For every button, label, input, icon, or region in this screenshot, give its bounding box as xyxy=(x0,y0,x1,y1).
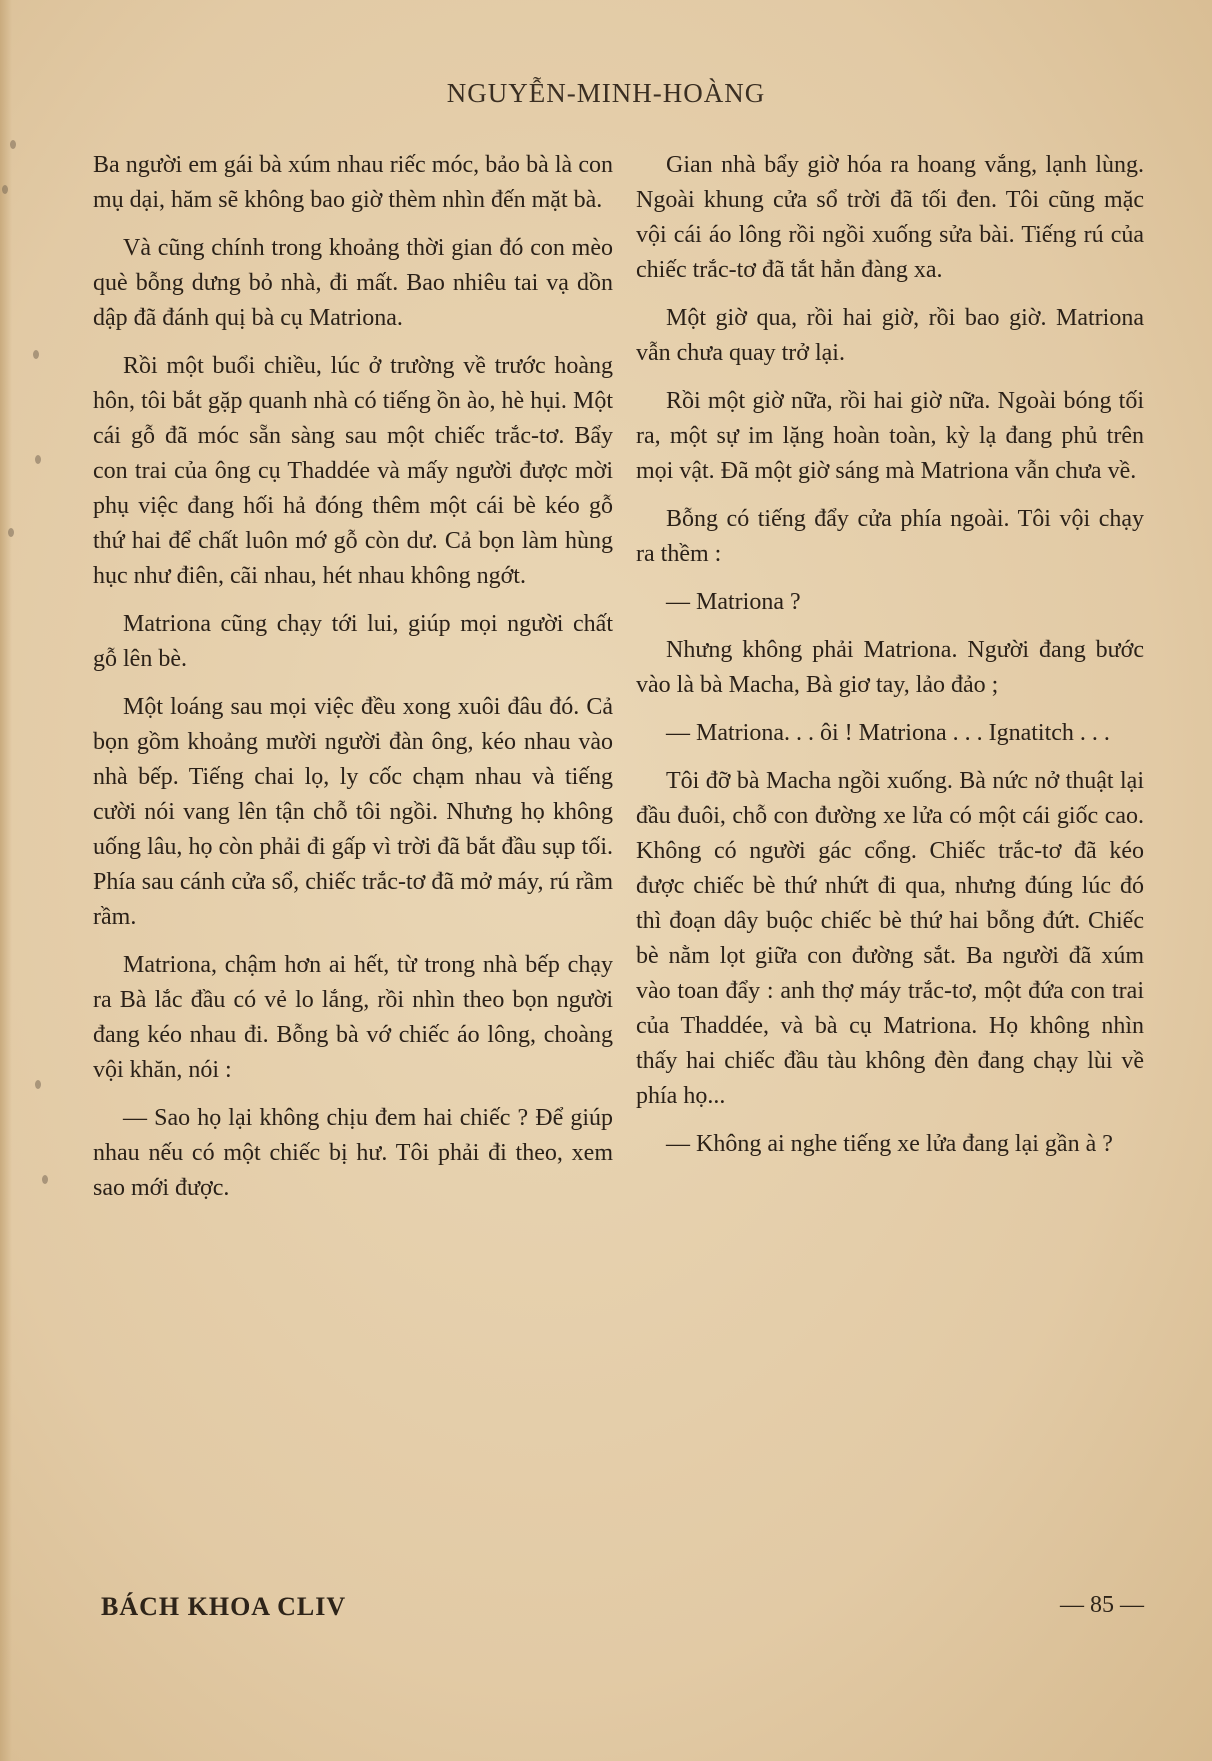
paper-speck xyxy=(8,528,14,537)
running-header: NGUYỄN-MINH-HOÀNG xyxy=(446,78,766,108)
right-column xyxy=(636,148,1144,1175)
paragraph: — Sao họ lại không chịu đem hai chiếc ? Để giúp nhau nếu có một chiếc bị hư. Tôi phải đi theo, xem sao mới được. xyxy=(93,1105,613,1201)
paper-speck xyxy=(33,350,39,359)
paragraph: Một loáng sau mọi việc đều xong xuôi đâu đó. Cả bọn gồm khoảng mười người đàn ông, kéo nhau vào nhà bếp. Tiếng chai lọ, ly cốc chạm nhau và tiếng cười nói vang lên tận chỗ tôi ngồi. Nhưng họ không uống lâu, họ còn phải đi gấp vì trời đã bắt đầu sụp tối. Phía sau cánh cửa sổ, chiếc trắc-tơ đã mở máy, rú rầm rầm. xyxy=(93,694,613,930)
paragraph: Matriona, chậm hơn ai hết, từ trong nhà bếp chạy ra Bà lắc đầu có vẻ lo lắng, rồi nhìn theo bọn người đang kéo nhau đi. Bỗng bà vớ chiếc áo lông, choàng vội khăn, nói : xyxy=(93,952,613,1083)
paragraph: Và cũng chính trong khoảng thời gian đó con mèo què bỗng dưng bỏ nhà, đi mất. Bao nhiêu tai vạ dồn dập đã đánh quị bà cụ Matriona. xyxy=(93,235,613,331)
paragraph: Ba người em gái bà xúm nhau riếc móc, bảo bà là con mụ dại, hăm sẽ không bao giờ thèm nhìn đến mặt bà. xyxy=(93,152,613,213)
paragraph: Matriona cũng chạy tới lui, giúp mọi người chất gỗ lên bè. xyxy=(93,611,613,672)
paragraph: Một giờ qua, rồi hai giờ, rồi bao giờ. Matriona vẫn chưa quay trở lại. xyxy=(636,305,1144,366)
paragraph: Rồi một buổi chiều, lúc ở trường về trước hoàng hôn, tôi bắt gặp quanh nhà có tiếng ồn ào, hè hụi. Một cái gỗ đã móc sẵn sàng sau một chiếc trắc-tơ. Bẩy con trai của ông cụ Thaddée và mấy người được mời phụ việc đang hối hả đóng thêm một cái bè kéo gỗ thứ hai để chất luôn mớ gỗ còn dư. Cả bọn làm hùng hục như điên, cãi nhau, hét nhau không ngớt. xyxy=(93,353,613,589)
left-column xyxy=(93,148,613,1219)
page-edge-shadow xyxy=(0,0,12,1761)
paper-speck xyxy=(10,140,16,149)
paragraph: — Không ai nghe tiếng xe lửa đang lại gần à ? xyxy=(666,1131,1113,1157)
paragraph: Rồi một giờ nữa, rồi hai giờ nữa. Ngoài bóng tối ra, một sự im lặng hoàn toàn, kỳ lạ đang phủ trên mọi vật. Đã một giờ sáng mà Matriona vẫn chưa về. xyxy=(636,388,1144,484)
paragraph: Tôi đỡ bà Macha ngồi xuống. Bà nức nở thuật lại đầu đuôi, chỗ con đường xe lửa có một cái giốc cao. Không có người gác cổng. Chiếc trắc-tơ đã kéo được chiếc bè thứ nhứt đi qua, nhưng đúng lúc đó thì đoạn dây buộc chiếc bè thứ hai bỗng đứt. Chiếc bè nằm lọt giữa con đường sắt. Ba người đã xúm vào toan đẩy : anh thợ máy trắc-tơ, một đứa con trai của Thaddée, và bà cụ Matriona. Họ không nhìn thấy hai chiếc đầu tàu không đèn đang chạy lùi về phía họ... xyxy=(636,768,1144,1109)
paragraph: Bỗng có tiếng đẩy cửa phía ngoài. Tôi vội chạy ra thềm : xyxy=(636,506,1144,567)
paragraph: Nhưng không phải Matriona. Người đang bước vào là bà Macha, Bà giơ tay, lảo đảo ; xyxy=(636,637,1144,698)
paper-speck xyxy=(42,1175,48,1184)
magazine-footer: BÁCH KHOA CLIV xyxy=(101,1592,347,1621)
paper-speck xyxy=(2,185,8,194)
paper-speck xyxy=(35,455,41,464)
paragraph: Gian nhà bẩy giờ hóa ra hoang vắng, lạnh lùng. Ngoài khung cửa sổ trời đã tối đen. Tôi cũng mặc vội cái áo lông rồi ngồi xuống sửa bài. Tiếng rú của chiếc trắc-tơ đã tắt hẳn đàng xa. xyxy=(636,152,1144,283)
paragraph: — Matriona ? xyxy=(666,589,801,615)
paragraph: — Matriona. . . ôi ! Matriona . . . Ignatitch . . . xyxy=(666,720,1110,746)
paper-speck xyxy=(35,1080,41,1089)
page-number: — 85 — xyxy=(1060,1592,1144,1618)
